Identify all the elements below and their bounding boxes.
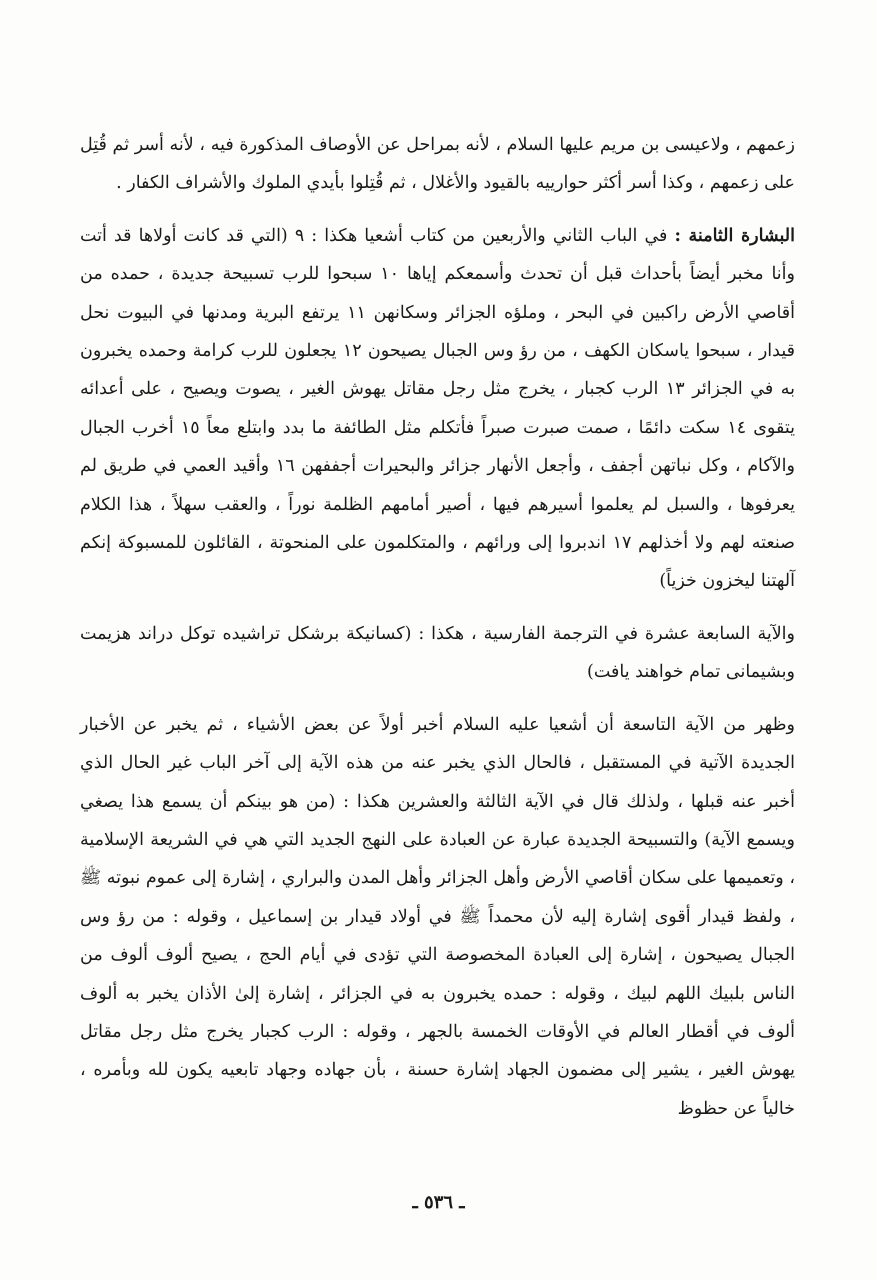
body-text — [80, 126, 795, 1128]
paragraph-2-text: في الباب الثاني والأربعين من كتاب أشعيا هكذا : ٩ (التي قد كانت أولاها قد أتت وأنا مخبر أيضاً بأحداث قبل أن تحدث وأسمعكم إياها ١٠ سبحوا للرب تسبيحة جديدة ، حمده من أقاصي الأرض راكبين في البحر ، وملؤه الجزائر وسكانهن ١١ يرتفع البرية ومدنها في البيوت نحل قيدار ، سبحوا ياسكان الكهف ، من رؤ وس الجبال يصيحون ١٢ يجعلون للرب كرامة وحمده يخبرون به في الجزائر ١٣ الرب كجبار ، يخرج مثل رجل مقاتل يهوش الغير ، يصوت ويصيح ، على أعدائه يتقوى ١٤ سكت دائمًا ، صمت صبرت صبراً فأتكلم مثل الطائفة ما بدد وابتلع معاً ١٥ أخرب الجبال والآكام ، وكل نباتهن أجفف ، وأجعل الأنهار جزائر والبحيرات أجففهن ١٦ وأقيد العمي في طريق لم يعرفوها ، والسبل لم يعلموا أسيرهم فيها ، أصير أمامهم الظلمة نوراً ، والعقب سهلاً ، هذا الكلام صنعته لهم ولا أخذلهم ١٧ اندبروا إلى ورائهم ، والمتكلمون على المنحوتة ، القائلون للمسبوكة إنكم آلهتنا ليخزون خزياً) — [80, 225, 796, 592]
paragraph-3 — [80, 615, 795, 692]
paragraph-gap — [80, 692, 795, 706]
paragraph-1 — [80, 126, 795, 203]
paragraph-gap — [80, 601, 795, 615]
page-number: ـ ٥٣٦ ـ — [412, 1192, 465, 1213]
section-heading-eighth-prophecy: البشارة الثامنة : — [674, 225, 795, 246]
paragraph-1-text: زعمهم ، ولاعيسى بن مريم عليها السلام ، لأنه بمراحل عن الأوصاف المذكورة فيه ، لأنه أسر ثم قُتِل على زعمهم ، وكذا أسر أكثر حوارييه بالقيود والأغلال ، ثم قُتِلوا بأيدي الملوك والأشراف الكفار . — [80, 135, 795, 194]
paragraph-3-text: والآية السابعة عشرة في الترجمة الفارسية ، هكذا : (كسانيكة برشكل تراشيده توكل دراند هزيمت وبشيمانى تمام خواهند يافت) — [80, 623, 795, 683]
paragraph-gap — [80, 203, 795, 217]
paragraph-4-text: وظهر من الآية التاسعة أن أشعيا عليه السلام أخبر أولاً عن بعض الأشياء ، ثم يخبر عن الأخبار الجديدة الآتية في المستقبل ، فالحال الذي يخبر عنه من هذه الآية إلى آخر الباب غير الحال الذي أخبر عنه قبلها ، ولذلك قال في الآية الثالثة والعشرين هكذا : (من هو بينكم أن يسمع هذا يصغي ويسمع الآية) والتسبيحة الجديدة عبارة عن العبادة على النهج الجديد التي هي في الشريعة الإسلامية ، وتعميمها على سكان أقاصي الأرض وأهل الجزائر وأهل المدن والبراري ، إشارة إلى عموم نبوته ﷺ ، ولفظ قيدار أقوى إشارة إليه لأن محمداً ﷺ في أولاد قيدار بن إسماعيل ، وقوله : من رؤ وس الجبال يصيحون ، إشارة إلى العبادة المخصوصة التي تؤدى في أيام الحج ، يصيح ألوف ألوف من الناس بلبيك اللهم لبيك ، وقوله : حمده يخبرون به في الجزائر ، إشارة إلىٰ الأذان يخبر به ألوف ألوف في أقطار العالم في الأوقات الخمسة بالجهر ، وقوله : الرب كجبار يخرج مثل رجل مقاتل يهوش الغير ، يشير إلى مضمون الجهاد إشارة حسنة ، بأن جهاده وجهاد تابعيه يكون لله وبأمره ، خالياً عن حظوظ — [80, 714, 795, 1119]
paragraph-2 — [80, 217, 795, 601]
paragraph-4 — [80, 706, 795, 1128]
